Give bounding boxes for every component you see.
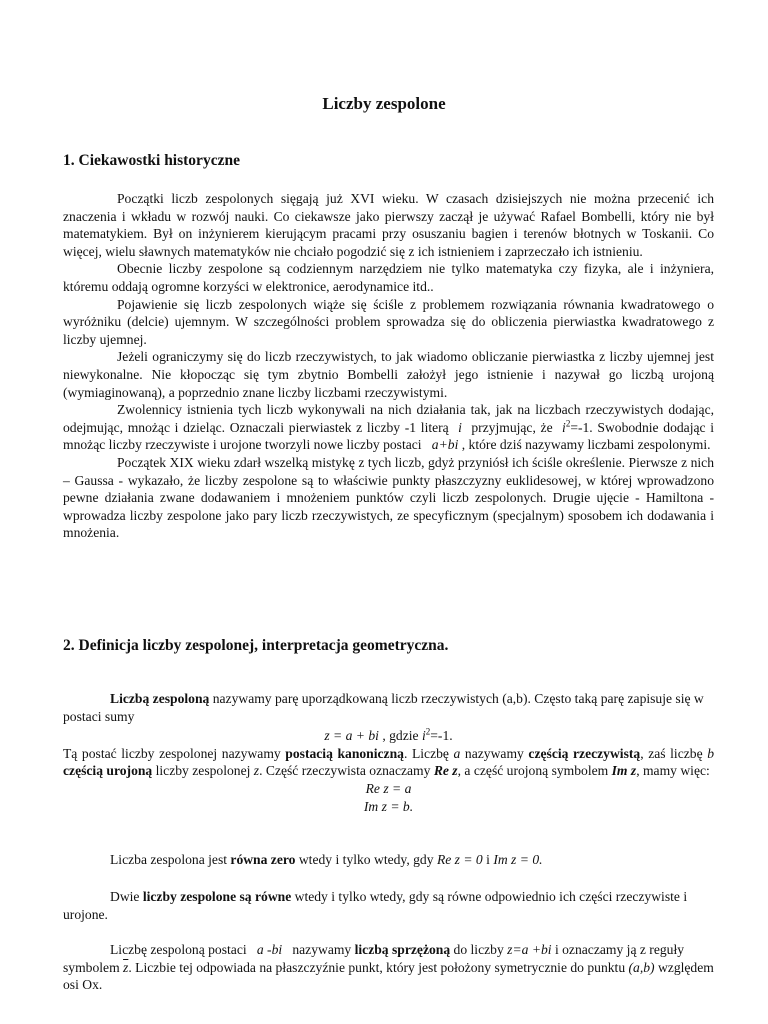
equation-line (63, 780, 714, 798)
bold-term: liczbą sprzężoną (354, 942, 451, 957)
text-span: , które dziś nazywamy liczbami zespolonymi. (461, 437, 711, 453)
math-expression: z=a +bi (507, 942, 552, 957)
math-expression: Re z = a (365, 780, 412, 796)
text-span: , gdzie (378, 728, 422, 744)
bold-term: postacią kanoniczną (285, 745, 404, 761)
paragraph (63, 941, 714, 994)
math-symbol: i (421, 728, 426, 744)
math-expression: Re z (433, 763, 458, 779)
text-span: , a część urojoną symbolem (457, 763, 612, 779)
math-expression: Im z = 0. (493, 852, 543, 867)
math-expression: Re z = 0 (436, 852, 483, 867)
text-span: i (482, 852, 494, 867)
math-symbol: b (707, 745, 715, 761)
text-span: i oznaczamy ją z reguły symbolem (63, 942, 685, 975)
math-expression: Im z (611, 763, 637, 779)
text-span: nazywamy (288, 942, 355, 957)
superscript: 2 (425, 726, 431, 737)
text-span: =-1. (430, 728, 453, 744)
math-expression: (a,b) (628, 959, 655, 975)
history-text (63, 190, 714, 542)
text-span: do liczby (450, 942, 508, 957)
text-span: wtedy i tylko wtedy, gdy (295, 852, 437, 867)
paragraph: Pojawienie się liczb zespolonych wiąże się ściśle z problemem rozwiązania równania kwadratowego o wyróżniku (delcie) ujemnym. W szczególności problem sprowadza się do obliczenia pierwiastka kwadratowego z liczby ujemnej. (63, 296, 714, 347)
conjugate-symbol: $\overline{z}$ (123, 959, 129, 975)
text-span: przyjmując, że (471, 419, 553, 435)
paragraph: Obecnie liczby zespolone są codziennym narzędziem nie tylko matematyka czy fizyka, ale i inżyniera, któremu oddają ogromne korzyści w elektronice, aerodynamice itd.. (63, 261, 714, 294)
text-span: . Liczbie tej odpowiada na płaszczyźnie punkt, który jest położony symetrycznie do punktu (128, 959, 629, 975)
text-span: liczby zespolonej (152, 763, 254, 779)
text-span: . Liczbę (403, 745, 454, 761)
text-span: wtedy i tylko wtedy, gdy są równe odpowiednio ich części rzeczywiste i urojone. (63, 889, 688, 922)
formula-line (63, 727, 714, 745)
zero-definition (63, 851, 714, 869)
text-span: nazywamy (460, 745, 529, 761)
paragraph (63, 851, 714, 869)
text-span: =-1. Swobodnie dodając i mnożąc liczby rzeczywiste i urojone tworzyli nowe liczby postaci (63, 419, 715, 453)
equation-line (63, 798, 714, 816)
equality-definition (63, 888, 714, 923)
text-span: Liczba zespolona jest (110, 852, 231, 867)
bold-term: Liczbą zespoloną (110, 691, 210, 706)
paragraph (63, 401, 714, 454)
document-title: Liczby zespolone (322, 94, 446, 113)
text-span: Tą postać liczby zespolonej nazywamy (63, 745, 286, 761)
paragraph (63, 745, 714, 780)
text-span: Dwie (110, 889, 143, 904)
math-symbol: z (253, 763, 260, 779)
text-span: , mamy więc: (636, 763, 710, 779)
math-symbol: a (453, 745, 461, 761)
text-span: względem osi Ox. (63, 959, 714, 993)
math-expression: a -bi (256, 942, 283, 957)
paragraph: Początki liczb zespolonych sięgają już XVI wieku. W czasach dzisiejszych nie można przecenić ich znaczenia i wkładu w rozwój nauki. Co ciekawsze jako pierwszy zaczął je używać Rafael Bombelli, który nie był matematykiem. Był on inżynierem kierującym pracami przy osuszaniu bagien i terenów błotnych w Toskanii. Co więcej, wielu sławnych matematyków nie chciało pogodzić się z ich istnieniem i zaprzeczało ich istnieniu. (63, 191, 714, 259)
section-heading-definition: 2. Definicja liczby zespolonej, interpretacja geometryczna. (63, 637, 449, 654)
text-span: , zaś liczbę (640, 745, 708, 761)
section-heading-history: 1. Ciekawostki historyczne (63, 152, 240, 169)
superscript: 2 (565, 418, 571, 429)
text-span: . Część rzeczywista oznaczamy (259, 763, 434, 779)
bold-term: liczby zespolone są równe (142, 889, 292, 904)
text-span: Zwolennicy istnienia tych liczb wykonywali na nich działania tak, jak na liczbach rzeczywistych dodając, odejmując, mnożąc i dzieląc. Oznaczali pierwiastek z liczby -1 literą (63, 402, 714, 435)
definition-block (63, 690, 714, 815)
math-expression: Im z = b. (363, 798, 414, 814)
conjugate-definition (63, 941, 714, 994)
bold-term: równa zero (230, 852, 296, 867)
bold-term: częścią rzeczywistą (528, 745, 641, 761)
math-symbol: i (562, 419, 566, 435)
math-symbol: i (458, 419, 462, 435)
text-span: nazywamy parę uporządkowaną liczb rzeczywistych (a,b). Często taką parę zapisuje się w postaci sumy (63, 691, 704, 724)
paragraph: Jeżeli ograniczymy się do liczb rzeczywistych, to jak wiadomo obliczanie pierwiastka z liczby ujemnej jest niewykonalne. Nie kłopocząc się tym zbytnio Bombelli założył jego istnienie i nazywał go liczbą urojoną (wymiaginowaną), a poprzednio znane liczby liczbami rzeczywistymi. (63, 349, 714, 400)
math-expression: a+bi (431, 437, 459, 453)
paragraph (63, 690, 714, 725)
paragraph: Początek XIX wieku zdarł wszelką mistykę z tych liczb, gdyż przyniósł ich ściśle określenie. Pierwsze z nich – Gaussa - wykazało, że liczby zespolone są to właściwie punkty płaszczyzny euklidesowej, w której wprowadzono pewne działania zwane dodawaniem i mnożeniem punktów czyli liczb zespolonych. Drugie ujęcie - Hamiltona - wprowadza liczby zespolone jako pary liczb rzeczywistych, ze specyficznym (specjalnym) sposobem ich dodawania i mnożenia. (63, 454, 714, 541)
bold-term: częścią urojoną (63, 763, 153, 779)
math-expression: z = a + bi (324, 728, 379, 744)
text-span: Liczbę zespoloną postaci (110, 942, 251, 957)
paragraph (63, 888, 714, 923)
